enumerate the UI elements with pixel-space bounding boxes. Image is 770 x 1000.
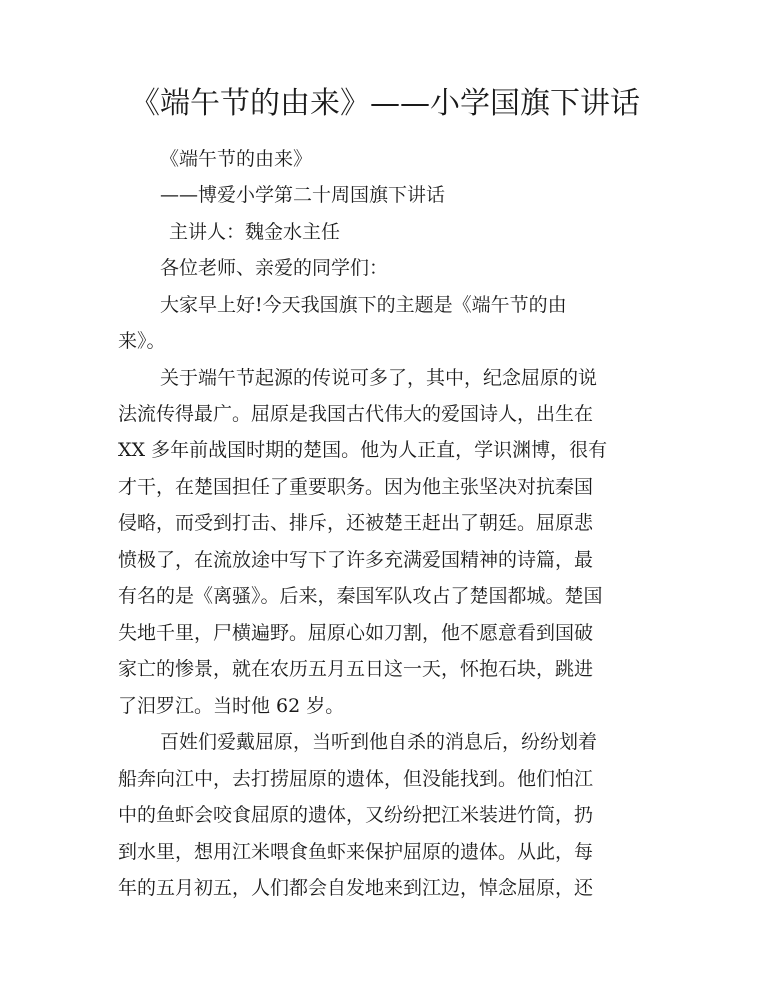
text-line: 中的鱼虾会咬食屈原的遗体，又纷纷把江米装进竹筒，扔 — [118, 804, 594, 826]
text-line: 法流传得最广。屈原是我国古代伟大的爱国诗人，出生在 — [118, 403, 594, 425]
text-line: XX 多年前战国时期的楚国。他为人正直，学识渊博，很有 — [118, 439, 608, 461]
text-line: 各位老师、亲爱的同学们： — [160, 257, 389, 279]
text-line: 愤极了，在流放途中写下了许多充满爱国精神的诗篇，最 — [118, 549, 594, 571]
text-line: 家亡的惨景，就在农历五月五日这一天，怀抱石块，跳进 — [118, 658, 594, 680]
text-line: 侵略，而受到打击、排斥，还被楚王赶出了朝廷。屈原悲 — [118, 512, 594, 534]
text-line: 主讲人：魏金水主任 — [169, 221, 341, 243]
text-line: 年的五月初五，人们都会自发地来到江边，悼念屈原，还 — [118, 877, 594, 899]
text-line: 到水里，想用江米喂食鱼虾来保护屈原的遗体。从此，每 — [118, 841, 594, 863]
text-line: 百姓们爱戴屈原，当听到他自杀的消息后，纷纷划着 — [160, 731, 598, 753]
text-line: 大家早上好!今天我国旗下的主题是《端午节的由 — [160, 294, 567, 316]
text-line: 《端午节的由来》 — [160, 148, 313, 170]
text-line: ——博爱小学第二十周国旗下讲话 — [160, 184, 446, 206]
text-line: 船奔向江中，去打捞屈原的遗体，但没能找到。他们怕江 — [118, 768, 594, 790]
text-line: 来》。 — [118, 330, 166, 352]
text-line: 了汨罗江。当时他 62 岁。 — [118, 695, 345, 717]
text-line: 才干，在楚国担任了重要职务。因为他主张坚决对抗秦国 — [118, 476, 594, 498]
text-line: 失地千里，尸横遍野。屈原心如刀割，他不愿意看到国破 — [118, 622, 594, 644]
text-line: 关于端午节起源的传说可多了，其中，纪念屈原的说 — [160, 367, 598, 389]
document-title: 《端午节的由来》——小学国旗下讲话 — [130, 86, 640, 121]
text-line: 有名的是《离骚》。后来，秦国军队攻占了楚国都城。楚国 — [118, 585, 603, 607]
